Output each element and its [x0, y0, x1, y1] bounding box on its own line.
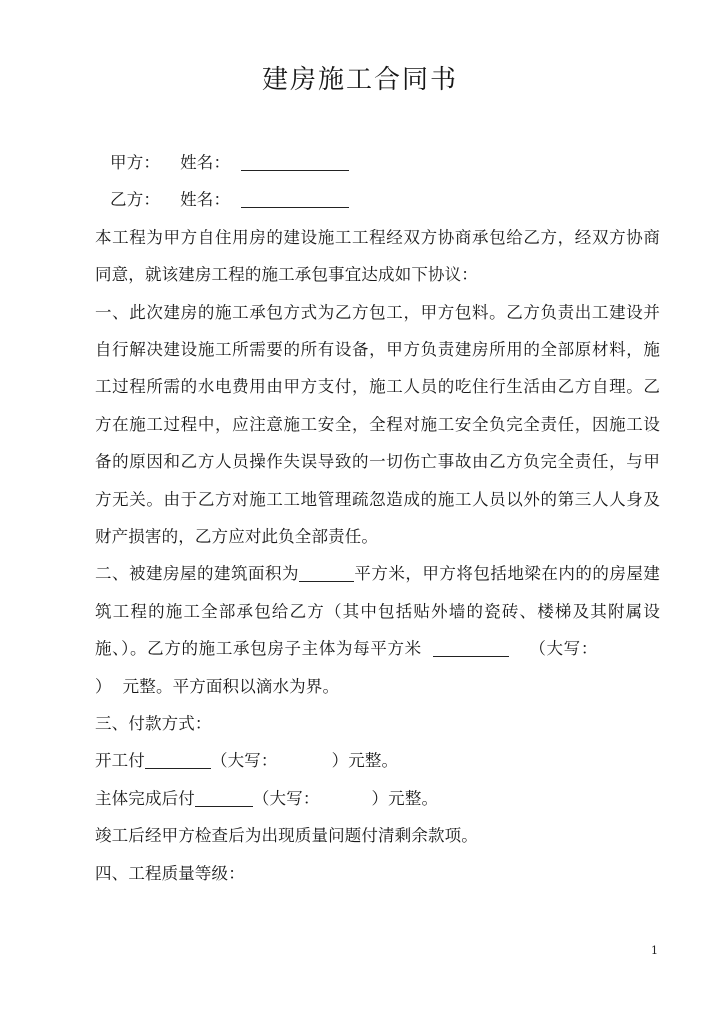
payment-main-blank[interactable]: [195, 791, 253, 807]
party-row-second: [62, 181, 660, 218]
party-role-label-first: 甲方：: [110, 153, 161, 172]
page-title: 建房施工合同书: [261, 65, 458, 95]
clause-3-number: 三、: [95, 714, 129, 734]
clause-4-heading: [62, 855, 660, 892]
page-number: 1: [651, 944, 658, 957]
clause-4-title: 工程质量等级：: [128, 863, 245, 883]
party-field-label-first: 姓名：: [180, 153, 231, 172]
payment-start-uppercase-label: （大写：: [210, 751, 278, 771]
clause-1-text: 此次建房的施工承包方式为乙方包工，甲方包料。乙方负责出工建设并自行解决建设施工所需要的所有设备，甲方负责建房所用的全部原材料，施工过程所需的水电费用由甲方支付，施工人员的吃住行生活由乙方自理。乙方在施工过程中，应注意施工安全，全程对施工安全负完全责任，因施工设备的原因和乙方人员操作失误导致的一切伤亡事故由乙方负完全责任，与甲方无关。由于乙方对施工工地管理疏忽造成的施工人员以外的第三人人身及财产损害的，乙方应对此负全部责任。: [95, 302, 660, 547]
party-field-label-second: 姓名：: [180, 190, 231, 210]
clause-3-item-2: [62, 780, 660, 817]
party-row-first: [62, 144, 660, 181]
clause-4-number: 四、: [95, 863, 129, 883]
clause-2-text-part-2: 平方米，甲方将包括地梁在内的的房屋建筑工程的施工全部承包给乙方（其中包括贴外墙的瓷砖、楼梯及其附属设施、）。乙方的施工承包房子主体为每平方米: [95, 564, 660, 659]
payment-main-suffix: ）元整。: [371, 788, 439, 808]
clause-3-heading: [62, 705, 660, 742]
clause-1-number: 一、: [95, 302, 130, 322]
building-area-blank[interactable]: [299, 566, 354, 582]
payment-start-suffix: ）元整。: [331, 751, 399, 771]
clause-2-number: 二、: [95, 564, 129, 584]
party-name-blank-first[interactable]: [241, 155, 349, 171]
party-role-label-second: 乙方：: [110, 190, 161, 210]
payment-start-label: 开工付: [95, 751, 145, 771]
clause-2-paragraph: [62, 555, 660, 705]
payment-start-blank[interactable]: [145, 753, 211, 769]
party-name-blank-second[interactable]: [241, 192, 349, 208]
payment-main-label: 主体完成后付: [95, 788, 195, 808]
preamble-paragraph: 本工程为甲方自住用房的建设施工工程经双方协商承包给乙方，经双方协商同意，就该建房工程的施工承包事宜达成如下协议：: [95, 227, 660, 285]
clause-3-title: 付款方式：: [128, 714, 212, 734]
clause-2-paren-close: ）: [95, 676, 112, 696]
unit-price-blank[interactable]: [433, 641, 509, 657]
payment-main-uppercase-label: （大写：: [252, 788, 320, 808]
clause-1-paragraph: [62, 294, 660, 556]
clause-3-item-1: [62, 742, 660, 779]
document-body: [62, 144, 660, 892]
clause-3-item-3: 竣工后经甲方检查后为出现质量问题付清剩余款项。: [95, 826, 478, 846]
clause-2-uppercase-label: （大写：: [528, 639, 598, 659]
clause-2-text-part-3: 元整。平方面积以滴水为界。: [122, 676, 340, 696]
clause-2-text-part-1: 被建房屋的建筑面积为: [129, 564, 299, 584]
